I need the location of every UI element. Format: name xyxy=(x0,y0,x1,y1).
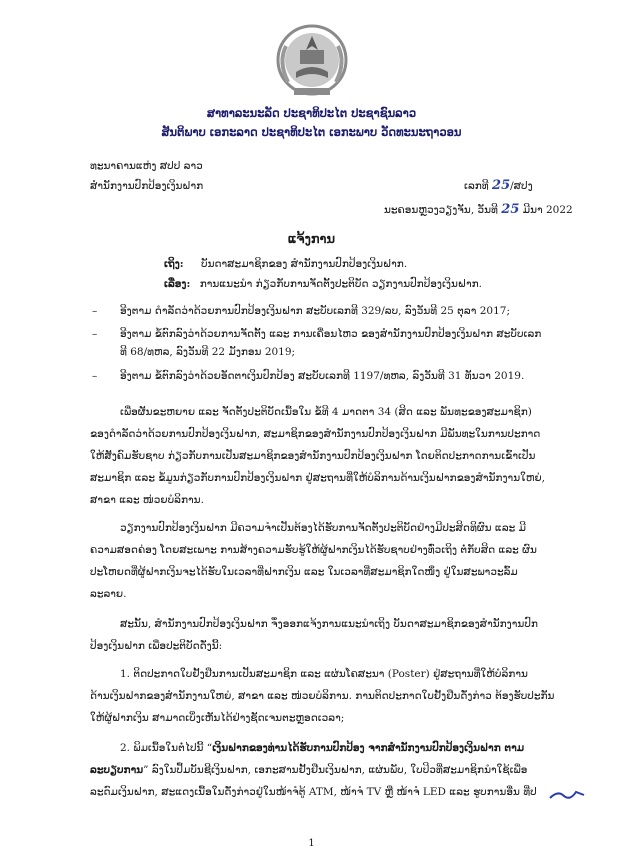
recipient-text: ບັນດາສະມາຊິກຂອງ ສໍານັກງານປົກປ້ອງເງິນຝາກ. xyxy=(201,258,408,270)
paragraph-line: ສາຂາ ແລະ ໜ່ວຍບໍລິການ. xyxy=(90,494,204,506)
paragraph-line: ສະມາຊິກ ແລະ ຂໍ້ມູນກ່ຽວກັບການປົກປ້ອງເງິນຝາກ ຢູ່ສະຖານທີ່ໃຫ້ບໍລິການດ້ານເງິນຝາກຂອງສໍານັກງານໃຫຍ່, xyxy=(90,472,546,484)
reference-dash: – xyxy=(92,305,98,317)
subject-text: ການແນະນໍາ ກ່ຽວກັບການຈັດຕັ້ງປະຕິບັດ ວຽກງານປົກປ້ອງເງິນຝາກ. xyxy=(199,278,482,290)
list-item-2-line xyxy=(90,760,565,781)
country-name-header: ສາທາລະນະລັດ ປະຊາທິປະໄຕ ປະຊາຊົນລາວ xyxy=(206,106,417,120)
item-2-bold-text: ລະບຽບການ xyxy=(90,764,144,776)
paragraph-line: ຄວາມສອດຄ່ອງ ໂດຍສະເພາະ ການສ້າງຄວາມຮັບຮູ້ໃຫ້ຜູ້ຝາກເງິນໄດ້ຮັບຊາບຢ່າງທົ່ວເຖິງ ຕໍ່ກັບສິດ ແລະ ຜົນ xyxy=(90,544,537,556)
recipient-line xyxy=(164,258,407,270)
national-emblem-icon xyxy=(272,16,352,100)
bank-name: ທະນາຄານແຫ່ງ ສປປ ລາວ xyxy=(90,160,203,172)
initial-signature-icon xyxy=(548,786,588,804)
month-year: ມີນາ 2022 xyxy=(522,204,573,216)
subject-line xyxy=(164,278,482,290)
item-2-rest: ” ລົງໃນປຶ້ມບັນຊີເງິນຝາກ, ເອກະສານຢັ້ງຢືນເງິນຝາກ, ແຜ່ນພັບ, ໃບປິວທີ່ສະມາຊິກນໍາໃຊ້ເພື່ອ xyxy=(143,764,528,776)
page-number: 1 xyxy=(308,838,315,849)
paragraph-line: ວຽກງານປົກປ້ອງເງິນຝາກ ມີຄວາມຈໍາເປັນຕ້ອງໄດ້ຮັບການຈັດຕັ້ງປະຕິບັດຢ່າງມີປະສິດທິຜົນ ແລະ ມີ xyxy=(120,522,526,534)
item-2-prefix: 2. ພິມເນື້ອໃນຕໍ່ໄປນີ້ “ xyxy=(120,742,213,754)
paragraph-line: ລະລາຍ. xyxy=(90,588,127,600)
handwritten-number: 25 xyxy=(492,178,511,193)
reference-item: ອີງຕາມ ດໍາລັດວ່າດ້ວຍການປົກປ້ອງເງິນຝາກ ສະບັບເລກທີ 329/ລບ, ລົງວັນທີ 25 ຕຸລາ 2017; xyxy=(120,305,510,317)
reference-item: ອີງຕາມ ຂໍ້ຕົກລົງວ່າດ້ວຍການຈັດຕັ້ງ ແລະ ການເຄື່ອນໄຫວ ຂອງສໍານັກງານປົກປ້ອງເງິນຝາກ ສະບັບເລກ xyxy=(120,328,542,340)
reference-dash: – xyxy=(92,370,98,382)
office-name: ສໍານັກງານປົກປ້ອງເງິນຝາກ xyxy=(90,180,204,192)
list-item-2-line xyxy=(120,738,565,759)
list-item-1-line: 1. ຕິດປະກາດໃບຢັ້ງຢືນການເປັນສະມາຊິກ ແລະ ແຜ່ນໂຄສະນາ (Poster) ຢູ່ສະຖານທີ່ໃຫ້ບໍລິການ xyxy=(120,668,528,680)
reference-dash: – xyxy=(92,328,98,340)
document-number xyxy=(464,178,533,193)
paragraph-line: ເພື່ອຜັນຂະຫຍາຍ ແລະ ຈັດຕັ້ງປະຕິບັດເນື້ອໃນ ຂໍ້ທີ 4 ມາດຕາ 34 (ສິດ ແລະ ພັນທະຂອງສະມາຊິກ) xyxy=(120,406,532,418)
paragraph-line: ຂອງດໍາລັດວ່າດ້ວຍການປົກປ້ອງເງິນຝາກ, ສະມາຊິກຂອງສໍານັກງານປົກປ້ອງເງິນຝາກ ມີພັນທະໃນການປະກາດ xyxy=(90,428,541,440)
number-suffix: /ສປງ xyxy=(510,180,533,192)
list-item-1-line: ໃຫ້ຜູ້ຝາກເງິນ ສາມາດເບິ່ງເຫັນໄດ້ຢ່າງຊັດເຈນຕະຫຼອດເວລາ; xyxy=(90,712,345,724)
number-label: ເລກທີ xyxy=(464,180,489,192)
paragraph-line: ໃຫ້ສັງຄົມຮັບຊາບ ກ່ຽວກັບການເປັນສະມາຊິກຂອງສໍານັກງານປົກປ້ອງເງິນຝາກ ໂດຍຕິດປະກາດການເຂົ້າເປັນ xyxy=(90,450,536,462)
place-and-date xyxy=(384,202,573,217)
reference-item-continued: ທີ 68/ທຫລ, ລົງວັນທີ 22 ມັງກອນ 2019; xyxy=(120,346,296,358)
paragraph-line: ສະນັ້ນ, ສໍານັກງານປົກປ້ອງເງິນຝາກ ຈຶ່ງອອກແຈ້ງການແນະນໍາເຖິງ ບັນດາສະມາຊິກຂອງສໍານັກງານປົກ xyxy=(120,618,538,630)
list-item-1-line: ດ້ານເງິນຝາກຂອງສໍານັກງານໃຫຍ່, ສາຂາ ແລະ ໜ່ວຍບໍລິການ. ການຕິດປະກາດໃບຢັ້ງຢືນດັ່ງກ່າວ ຕ້ອງຮັບປະກັນ xyxy=(90,690,555,702)
item-2-bold-text: ເງິນຝາກຂອງທ່ານໄດ້ຮັບການປົກປ້ອງ ຈາກສໍານັກງານປົກປ້ອງເງິນຝາກ ຕາມ xyxy=(212,742,525,754)
paragraph-line: ປ້ອງເງິນຝາກ ເພື່ອປະຕິບັດດັ່ງນີ້: xyxy=(90,640,223,652)
national-motto-header: ສັນຕິພາບ ເອກະລາດ ປະຊາທິປະໄຕ ເອກະພາບ ວັດທະນະຖາວອນ xyxy=(161,125,462,139)
paragraph-line: ປະໂຫຍດທີ່ຜູ້ຝາກເງິນຈະໄດ້ຮັບໃນເວລາທີ່ຝາກເງິນ ແລະ ໃນເວລາທີ່ສະມາຊິກໃດໜຶ່ງ ຢູ່ໃນສະພາວະລົ້ມ xyxy=(90,566,518,578)
subject-label: ເລື່ອງ: xyxy=(164,278,191,290)
handwritten-day: 25 xyxy=(501,202,520,217)
recipient-label: ເຖິງ: xyxy=(164,258,184,270)
document-title: ແຈ້ງການ xyxy=(287,232,336,247)
place-date-prefix: ນະຄອນຫຼວງວຽງຈັນ, ວັນທີ xyxy=(384,204,498,216)
reference-item: ອີງຕາມ ຂໍ້ຕົກລົງວ່າດ້ວຍອັດຕາເງິນປົກປ້ອງ ສະບັບເລກທີ 1197/ທຫລ, ລົງວັນທີ 31 ທັນວາ 2019. xyxy=(120,370,525,382)
list-item-2-line: ລະດົມເງິນຝາກ, ສະແດງເນື້ອໃນດັ່ງກ່າວຢູ່ໃນໜ້າຈໍຕູ້ ATM, ໜ້າຈໍ TV ຫຼື ໜ້າຈໍ LED ແລະ ຮູບການອື່ນ ທີ່ປ xyxy=(90,786,537,798)
